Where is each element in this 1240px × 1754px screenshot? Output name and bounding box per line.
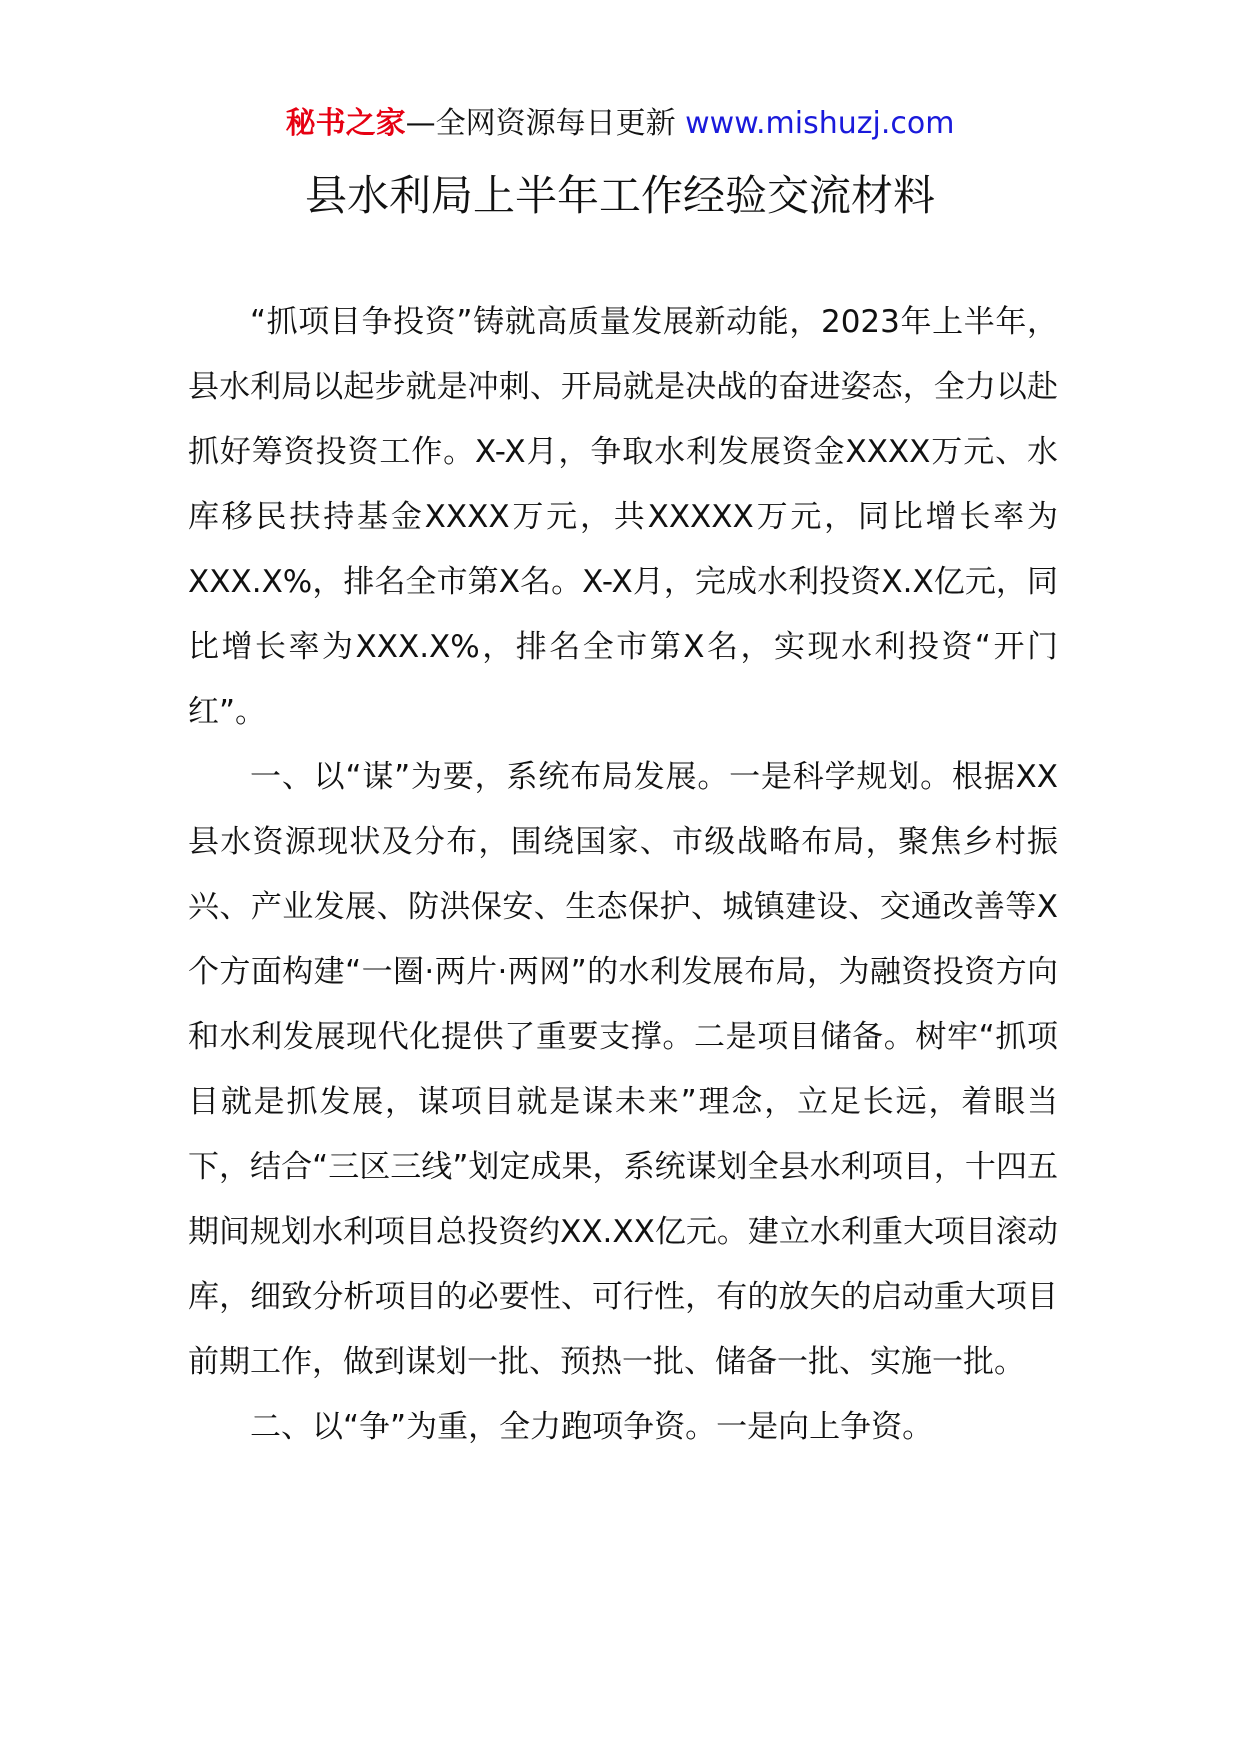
- site-url: www.mishuzj.com: [685, 106, 955, 141]
- site-tagline: —全网资源每日更新: [405, 106, 676, 141]
- document-title: 县水利局上半年工作经验交流材料: [304, 171, 935, 220]
- paragraph-section-two: 二、以“争”为重，全力跑项争资。一是向上争资。: [250, 1409, 934, 1445]
- document-body: [188, 290, 1058, 1460]
- paragraph-section-one: 一、以“谋”为要，系统布局发展。一是科学规划。根据XX县水资源现状及分布，围绕国家、市级战略布局，聚焦乡村振兴、产业发展、防洪保安、生态保护、城镇建设、交通改善等X个方面构建“一圈·两片·两网”的水利发展布局，为融资投资方向和水利发展现代化提供了重要支撑。二是项目储备。树牢“抓项目就是抓发展，谋项目就是谋未来”理念，立足长远，着眼当下，结合“三区三线”划定成果，系统谋划全县水利项目，十四五期间规划水利项目总投资约XX.XX亿元。建立水利重大项目滚动库，细致分析项目的必要性、可行性，有的放矢的启动重大项目前期工作，做到谋划一批、预热一批、储备一批、实施一批。: [188, 759, 1058, 1380]
- site-brand: 秘书之家: [285, 106, 406, 141]
- paragraph-intro: “抓项目争投资”铸就高质量发展新动能，2023年上半年，县水利局以起步就是冲刺、开局就是决战的奋进姿态，全力以赴抓好筹资投资工作。X-X月，争取水利发展资金XXXX万元、水库移民扶持基金XXXX万元，共XXXXX万元，同比增长率为XXX.X%，排名全市第X名。X-X月，完成水利投资X.X亿元，同比增长率为XXX.X%，排名全市第X名，实现水利投资“开门红”。: [188, 304, 1058, 730]
- site-watermark-header: [0, 102, 1240, 146]
